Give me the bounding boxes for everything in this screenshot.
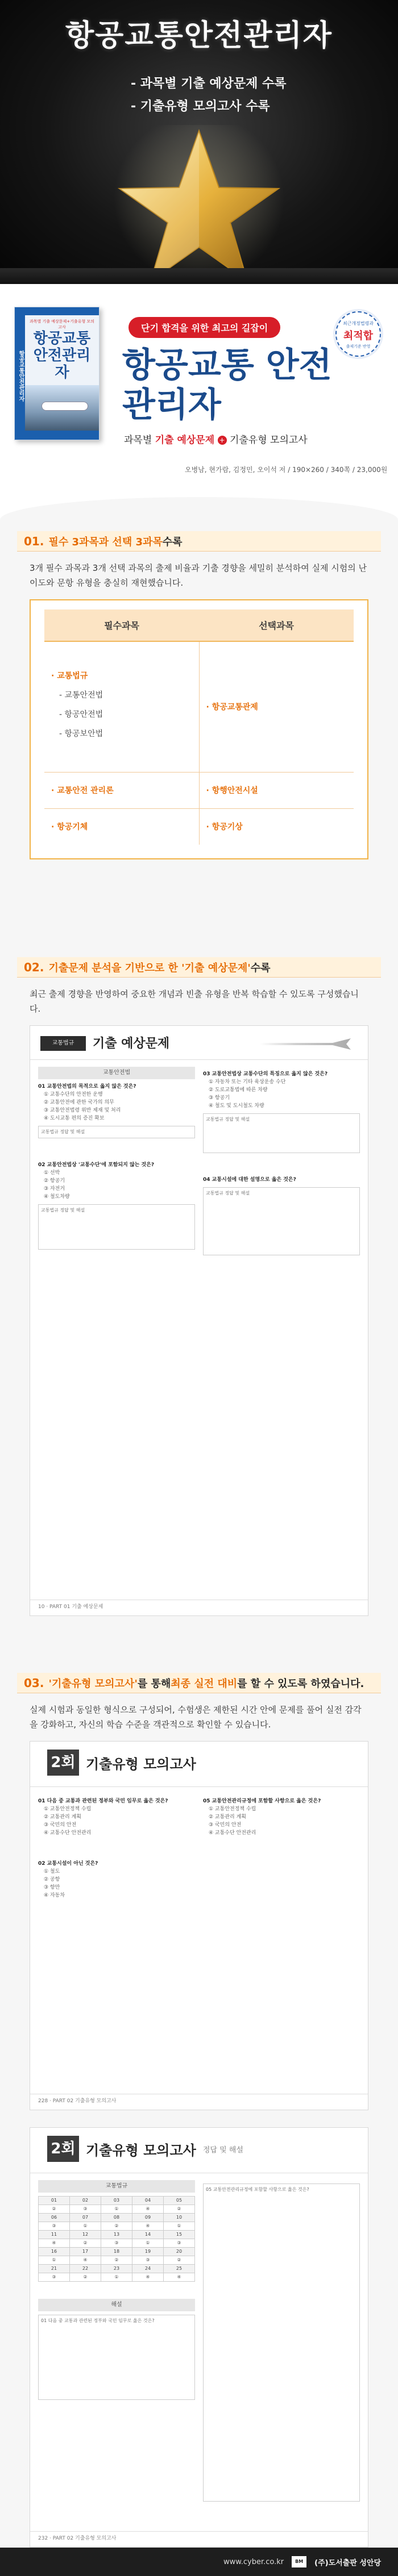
section-heading: 수록 (162, 536, 183, 548)
answer-cell: ② (39, 2205, 70, 2214)
answer-cell: 08 (101, 2214, 132, 2222)
table-row (39, 2256, 195, 2265)
mock-exam-name: 기출유형 모의고사 (86, 2142, 196, 2159)
explanation-heading: 해설 (38, 2299, 195, 2311)
hero-bullets (131, 73, 301, 118)
required-subject: · 항공기체 (44, 808, 199, 845)
table-cell (44, 641, 199, 772)
tagline-badge: 단기 합격을 위한 최고의 길잡이 (128, 317, 280, 338)
explanation-box: 교통법규 정답 및 해설 (38, 1126, 195, 1138)
preview-column-right (203, 1067, 360, 1593)
answer-cell: ② (164, 2256, 195, 2265)
option: ③ 교통안전법령 위반 제재 및 처리 (44, 1108, 121, 1113)
option: ② 교통관리 계획 (44, 1814, 81, 1820)
preview-body (30, 1787, 368, 2094)
preview-footer: 10 · PART 01 기출 예상문제 (30, 1600, 368, 1613)
table-row (39, 2239, 195, 2248)
feature-section-1 (0, 520, 398, 934)
answer-cell: ② (70, 2239, 101, 2248)
mock-exam-preview (30, 1741, 368, 2110)
option: ① 자동차 또는 기타 육상운송 수단 (209, 1079, 286, 1085)
column-header: 선택과목 (199, 609, 354, 641)
answer-cell: 05 (164, 2197, 195, 2205)
explanation-box: 05 교통안전관리규정에 포함할 사항으로 옳은 것은? (203, 2183, 360, 2502)
required-subject: · 교통법규 (51, 671, 88, 681)
answer-cell: ② (101, 2222, 132, 2231)
answer-cell: 19 (132, 2248, 164, 2256)
website-link[interactable]: www.cyber.co.kr (223, 2557, 284, 2566)
answer-cell: ③ (39, 2273, 70, 2282)
question: 02 교통시설이 아닌 것은? (38, 1861, 98, 1867)
section-header (17, 957, 381, 978)
hero-title: 항공교통안전관리자 (65, 19, 333, 53)
preview-title: 기출 예상문제 (93, 1037, 170, 1051)
explanation-box: 교통법규 정답 및 해설 (38, 1204, 195, 1250)
mock-exam-title (47, 1750, 196, 1776)
answer-cell: 25 (164, 2265, 195, 2273)
quality-seal-icon (335, 311, 381, 357)
optional-subject: · 항공기상 (206, 823, 243, 832)
seal-bottom: 출제기준 반영 (346, 344, 371, 349)
preview-body (30, 2173, 368, 2531)
required-subsubject: - 항공보안법 (59, 729, 103, 739)
answer-cell: ① (101, 2205, 132, 2214)
preview-header (30, 1026, 368, 1060)
preview-column-left (38, 1067, 195, 1593)
option: ④ 교통수단 안전관리 (44, 1830, 92, 1836)
section-header (17, 1673, 381, 1693)
section-heading-highlight: 최종 실전 대비 (171, 1677, 238, 1690)
seal-top: 최근개정법령과 (342, 321, 374, 326)
option: ① 철도 (44, 1869, 60, 1874)
preview-column-right (203, 2180, 360, 2524)
question: 02 교통안전법상 '교통수단'에 포함되지 않는 것은? (38, 1162, 155, 1168)
mock-exam-subtitle: 정답 및 해설 (202, 2145, 243, 2155)
answer-cell: 07 (70, 2214, 101, 2222)
feature-section-3 (0, 1650, 398, 2548)
answer-cell: 12 (70, 2231, 101, 2239)
column-header: 필수과목 (44, 609, 199, 641)
option: ④ 철도 및 도시철도 차량 (209, 1103, 264, 1109)
mock-exam-name: 기출유형 모의고사 (86, 1756, 196, 1772)
option: ② 도로교통법에 따른 차량 (209, 1087, 268, 1093)
answer-cell: 03 (101, 2197, 132, 2205)
book-cover-band (25, 431, 99, 440)
answer-cell: 23 (101, 2265, 132, 2273)
option: ④ 자동차 (44, 1893, 65, 1898)
book-title: 항공교통 안전관리자 (122, 345, 332, 425)
answer-cell: ① (132, 2239, 164, 2248)
preview-col-head: 교통안전법 (38, 1067, 195, 1079)
answer-cell: ② (70, 2273, 101, 2282)
option: ① 교통안전정책 수립 (209, 1806, 256, 1812)
preview-body (30, 1060, 368, 1600)
answer-cell: ① (164, 2222, 195, 2231)
option: ④ 교통수단 안전관리 (209, 1830, 256, 1836)
answer-cell: 24 (132, 2265, 164, 2273)
answer-cell: ③ (164, 2239, 195, 2248)
section-number: 01. (24, 534, 44, 548)
answer-cell: ② (101, 2256, 132, 2265)
preview-col-head: 교통법규 (38, 2180, 195, 2193)
preview-footer: 232 · PART 02 기출유형 모의고사 (30, 2531, 368, 2545)
preview-column-left (38, 2180, 195, 2524)
table-row (39, 2222, 195, 2231)
question: 03 교통안전법상 교통수단의 특징으로 옳지 않은 것은? (203, 1071, 328, 1077)
answer-cell: 14 (132, 2231, 164, 2239)
answer-cell: 10 (164, 2214, 195, 2222)
question: 05 교통안전관리규정에 포함할 사항으로 옳은 것은? (203, 1798, 321, 1804)
answer-cell: ① (39, 2256, 70, 2265)
answer-cell: 15 (164, 2231, 195, 2239)
answer-cell: ① (101, 2273, 132, 2282)
section-number: 02. (24, 960, 44, 974)
table-row (39, 2265, 195, 2273)
answer-cell: 16 (39, 2248, 70, 2256)
question: 01 다음 중 교통과 관련된 정부와 국민 임무로 옳은 것은? (38, 1798, 168, 1804)
caption-strong: 기출 예상문제 (155, 435, 215, 446)
book-caption (124, 432, 308, 446)
section-description: 3개 필수 과목과 3개 선택 과목의 출제 비율과 기출 경향을 세밀히 분석하여 실제 시험의 난이도와 문항 유형을 충실히 재현했습니다. (30, 563, 367, 588)
option: ③ 국민의 안전 (209, 1822, 242, 1828)
section-heading: 를 할 수 있도록 하였습니다. (237, 1677, 364, 1690)
option: ① 교통수단의 안전한 운행 (44, 1092, 103, 1097)
answer-cell: 17 (70, 2248, 101, 2256)
answer-cell: 09 (132, 2214, 164, 2222)
plus-icon: + (218, 436, 227, 445)
answer-cell: ④ (132, 2222, 164, 2231)
spacer (17, 2110, 381, 2127)
book-intro (0, 284, 398, 520)
book-cover-band (25, 307, 99, 315)
section-number: 03. (24, 1676, 44, 1690)
option: ② 공항 (44, 1877, 60, 1882)
subject-table (44, 609, 354, 845)
answer-cell: ③ (70, 2205, 101, 2214)
table-row (39, 2231, 195, 2239)
option: ③ 자전거 (44, 1186, 65, 1192)
option: ③ 항만 (44, 1885, 60, 1890)
hero-bullet: - 기출유형 모의고사 수록 (131, 99, 270, 114)
table-row (39, 2205, 195, 2214)
preview-column-right (203, 1794, 360, 2087)
answer-table (38, 2196, 195, 2282)
option: ② 항공기 (44, 1178, 65, 1184)
preview-footer: 228 · PART 02 기출유형 모의고사 (30, 2094, 368, 2107)
answer-cell: ④ (70, 2256, 101, 2265)
answer-cell: ④ (39, 2239, 70, 2248)
book-cover-title: 항공교통 안전관리자 (33, 330, 91, 381)
required-subsubject: - 항공안전법 (59, 710, 103, 720)
section-heading: 를 통해 (137, 1677, 171, 1690)
section-heading-highlight: 필수 3과목과 선택 3과목 (48, 536, 163, 548)
option: ④ 도시교통 편의 증진 확보 (44, 1116, 105, 1121)
subject-chip: 교통법규 (40, 1036, 86, 1051)
required-subject: · 교통안전 관리론 (44, 772, 199, 808)
answer-cell: ③ (132, 2256, 164, 2265)
book-spine: 항공교통안전관리자 (15, 307, 25, 440)
option: ① 교통안전정책 수립 (44, 1806, 92, 1812)
answer-cell: ④ (164, 2273, 195, 2282)
mock-exam-title (47, 2136, 243, 2162)
answer-cell: 18 (101, 2248, 132, 2256)
option: ② 교통안전에 관한 국가의 의무 (44, 1100, 114, 1105)
answer-cell: ① (70, 2222, 101, 2231)
section-description: 최근 출제 경향을 반영하여 중요한 개념과 빈출 유형을 반복 학습할 수 있도록 구성했습니다. (30, 989, 359, 1014)
book-cover (14, 307, 100, 440)
answer-cell: 20 (164, 2248, 195, 2256)
publisher-name: (주)도서출판 성안당 (314, 2558, 381, 2567)
answer-cell: 11 (39, 2231, 70, 2239)
brand-mark-icon: BM (292, 2556, 306, 2567)
site-footer (0, 2548, 398, 2576)
gold-star-icon (111, 125, 287, 284)
section-heading: 수록 (250, 962, 271, 974)
required-subsubject: - 교통안전법 (59, 691, 103, 700)
preview-header (30, 2128, 368, 2173)
book-cover-image (25, 385, 99, 431)
seal-main: 최적합 (343, 330, 374, 342)
feature-section-2 (0, 934, 398, 1650)
airplane-icon (260, 1038, 351, 1050)
caption-strong: 기출유형 모의고사 (229, 435, 308, 446)
mock-exam-number: 2회 (47, 2136, 79, 2162)
explanation-box: 교통법규 정답 및 해설 (203, 1113, 360, 1153)
section-divider (0, 497, 398, 520)
sample-page-preview (30, 1025, 368, 1616)
table-row (39, 2273, 195, 2282)
answer-cell: 01 (39, 2197, 70, 2205)
book-cover-subtitle: 과목별 기출 예상문제+기출유형 모의고사 (30, 319, 94, 329)
question: 04 교통시설에 대한 설명으로 옳은 것은? (203, 1177, 296, 1183)
explanation-box: 교통법규 정답 및 해설 (203, 1187, 360, 1255)
preview-column-left (38, 1794, 195, 2087)
answer-key-preview (30, 2127, 368, 2548)
answer-cell: 02 (70, 2197, 101, 2205)
table-row (39, 2214, 195, 2222)
section-description: 실제 시험과 동일한 형식으로 구성되어, 수험생은 제한된 시간 안에 문제를 풀어 실전 감각을 강화하고, 자신의 학습 수준을 객관적으로 확인할 수 있습니다. (30, 1705, 362, 1730)
table-row (39, 2248, 195, 2256)
table-row (39, 2197, 195, 2205)
answer-cell: ③ (101, 2239, 132, 2248)
hero-floor (0, 268, 398, 284)
option: ④ 철도차량 (44, 1194, 70, 1200)
optional-subject: · 항공교통관제 (199, 641, 354, 772)
preview-header (30, 1742, 368, 1787)
caption-prefix: 과목별 (124, 435, 152, 446)
answer-cell: ③ (39, 2222, 70, 2231)
section-heading-highlight: '기출유형 모의고사' (48, 1677, 138, 1690)
book-meta: 오병남, 현가람, 김정민, 오이석 저 / 190×260 / 340쪽 / 23,000원 (185, 466, 388, 474)
option: ③ 항공기 (209, 1095, 230, 1101)
answer-cell: 13 (101, 2231, 132, 2239)
option: ③ 국민의 안전 (44, 1822, 77, 1828)
question: 01 교통안전법의 목적으로 옳지 않은 것은? (38, 1084, 136, 1089)
answer-cell: ④ (132, 2205, 164, 2214)
answer-cell: ② (164, 2205, 195, 2214)
option: ② 교통관리 계획 (209, 1814, 246, 1820)
hero-bullet: - 과목별 기출 예상문제 수록 (131, 77, 287, 91)
section-heading-highlight: 기출문제 분석을 기반으로 한 '기출 예상문제' (48, 962, 251, 974)
answer-cell: 22 (70, 2265, 101, 2273)
answer-cell: 06 (39, 2214, 70, 2222)
answer-cell: 04 (132, 2197, 164, 2205)
subject-table-panel (30, 599, 368, 859)
explanation-box: 01 다음 중 교통과 관련된 정부와 국민 임무로 옳은 것은? (38, 2315, 195, 2400)
optional-subject: · 항행안전시설 (199, 772, 354, 808)
section-header (17, 531, 381, 552)
option: ① 선박 (44, 1170, 60, 1176)
hero-banner (0, 0, 398, 284)
answer-cell: 21 (39, 2265, 70, 2273)
mock-exam-number: 2회 (47, 1750, 79, 1776)
answer-cell: ④ (132, 2273, 164, 2282)
